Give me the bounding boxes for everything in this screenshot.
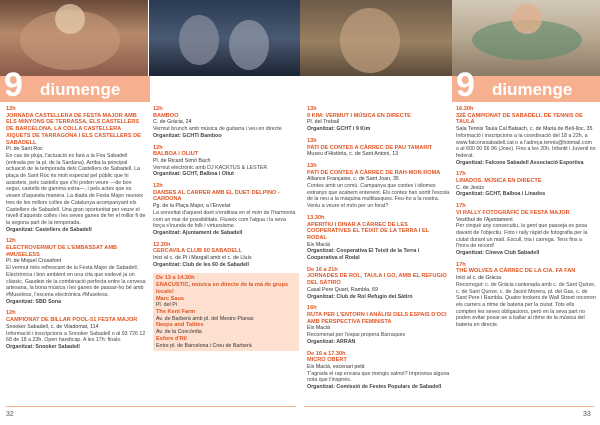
band-place: Entre pl. de Barcelona i Creu de Barberà (156, 342, 252, 349)
event-place: Alliance Française, c. de Sant Joan, 35 (307, 176, 399, 183)
event-org: Organitzat: Comissió de Festes Populars de Sabadell (307, 384, 442, 391)
concert-photo (149, 0, 300, 76)
day-number: 9 (456, 66, 475, 104)
event-time: 12h (153, 183, 163, 190)
event-time: 12.30h (153, 241, 171, 248)
event-title: DANSES AL CARRER AMB EL DUET DELPINO - CARDONA (153, 189, 280, 203)
event-item (307, 106, 450, 133)
page-number-right: 33 (583, 411, 591, 418)
event-item (153, 183, 299, 237)
event-desc: La sonoritat d'aquest duet s'endinsa en el món de l'harmonia com un mar de possibilitats. Fluxeix com l'aigua i la seva força s'inunda de folk i virtuosisme. (153, 209, 296, 230)
event-item (307, 215, 450, 262)
event-org: Organitzat: SBD Sona (6, 298, 62, 305)
event-desc: El vermut més refrescant de la Festa Major de Sabadell. Electrònica i bon ambient en una cita que esdevé ja un clàssic. Gaudeix de la combinació perfecta entre la cervesa artesana, la bona música i les ganes de passar-ho bé amb #Museless, l'escena electrònica #Museless. (6, 265, 146, 298)
band-place: Av. de Barberà amb pl. del Mestre Planas (156, 315, 254, 322)
band-place: Pl. del Pi (156, 302, 177, 309)
event-title: CERCAVILA CLUB 60 SABADELL (153, 248, 242, 255)
event-org: Organitzat: Club de Rol Refugio del Sàtiro (307, 293, 413, 300)
event-item (6, 238, 146, 305)
event-place: Pl. del Treball (307, 119, 340, 126)
event-time: 12h (6, 310, 16, 317)
event-title: BALBOA I OLIUT (153, 151, 199, 158)
event-desc: Informació i inscripcions a la coordinació del 18 a 22h, a www.falconssabadell.cat o a l'adreça tennis@hotmail.com o al 600 00 56 96 (Jose). Fins a les 20h. Infantil i Juvenil no federat. (456, 132, 596, 159)
event-title: PATI DE CONTES A CÀRREC DE RAH-MON ROMA (307, 169, 441, 176)
day-banner-right (452, 66, 600, 104)
event-time: De 16 a 17.30h (307, 350, 346, 357)
event-desc: Per cinquè any consecutiu, la gent que passeja es posa davant de l'objectiu. Foto i rally ràpid de fotografia per la ciutat durant un matí. Escull, tria i carrega. Tens fins a l'hora de record! (456, 223, 588, 250)
event-place: Vestíbul de l'Ajuntament (456, 216, 513, 223)
event-desc: Informació i inscripcions a Snooker Sabadell o al 93 726 12 68 de 18 a 23h. Open handicap. A les 17h: finals. (6, 330, 146, 344)
event-org: Organitzat: Castellers de Sabadell (6, 226, 92, 233)
event-title: PATI DE CONTES A CÀRREC DE PAU TAMARIT (307, 144, 433, 151)
event-title: THE WOLVES A CÀRREC DE LA CIA. FA FAN (456, 268, 576, 275)
event-column-3 (307, 106, 450, 396)
event-place: Snooker Sabadell, c. de Viladomat, 114 (6, 323, 99, 330)
band-name: Neeps and Tatties (156, 322, 204, 329)
storytelling-photo (300, 0, 452, 76)
band-place: Av. de la Concòrdia (156, 329, 202, 336)
event-time: 16.30h (456, 106, 474, 112)
event-org: Organitzat: Cooperativa El Teixit de la Terra i Cooperativa el Rodal (307, 248, 420, 262)
day-banner-left (0, 66, 150, 104)
event-desc: Vermut brunch amb música de guitarra i veu en directe (153, 126, 282, 133)
event-org: Organitzat: Ajuntament de Sabadell (153, 229, 243, 236)
event-place: Eix Macià (307, 325, 330, 332)
event-desc: En cas de pluja, l'actuació es farà a la Fira Sabadell (entrada per la pl. de la Sardana). Arriba la principal actuació de la temporada dels Castellers de Sabadell. La plaça de Sant Roc és molt especial pel públic que hi assisteix, pels castells que s'hi poden veure —de bon segur, castells de gamma extra—, i pels actes que es veuen d'aquesta manera. La diada de Festa Major reuneix tres de les millors colles de Catalunya acompanyant els Castellers de Sabadell. Una gran oportunitat per veure el nivell d'aquests colles i les seves ganes de fer el millor fi de la segona part de la temporada. (6, 152, 146, 226)
event-time: 17h (456, 203, 466, 210)
event-item (6, 310, 146, 350)
event-place: Pg. de la Plaça Major, a l'Envelat (153, 203, 231, 210)
event-time: 16h (307, 305, 317, 312)
event-title: 9 KIM: VERMUT I MÚSICA EN DIRECTE (307, 112, 411, 119)
event-org: Organitzat: GCHT, Balboa i Oliut (153, 171, 234, 178)
event-title: 32È CAMPIONAT DE SABADELL DE TENNIS DE TAULA (456, 112, 583, 126)
event-org: Organitzat: GCHT i 9 Kim (307, 126, 371, 133)
event-item (307, 351, 450, 391)
day-name: diumenge (40, 80, 121, 99)
event-place: Pl. de Ricard Simó Bach (153, 157, 211, 164)
event-item (307, 305, 450, 345)
event-time: 13h (307, 162, 317, 169)
event-place: Inici al c. de Gràcia (456, 275, 502, 282)
event-title: APERITIU I DINAR A CÀRREC DE LES COOPERATIVES EL TEIXIT DE LA TERRA I EL RODAL (307, 221, 430, 241)
table-tennis-photo (452, 0, 600, 76)
event-item (153, 106, 299, 140)
photo-strip (0, 0, 600, 76)
event-title: MICRO OBERT (307, 357, 347, 364)
event-place: Pl. de Sant Roc (6, 146, 43, 153)
event-item (456, 262, 596, 329)
band-name: Marc Saus (156, 295, 184, 302)
event-org: Organitzat: Snooker Sabadell (6, 343, 80, 350)
footer-rule (304, 406, 594, 407)
event-place: Sala Tennis Taula Cal Balsach, c. de Maria de Bell-lloc, 35 (456, 126, 593, 133)
event-title: JORNADES DE ROL, TAULA I GO, AMB EL REFUGIO DEL SÀTIRO (307, 273, 447, 287)
event-item (456, 171, 596, 198)
event-title: BAMBOO (153, 112, 179, 119)
event-desc: Recomenat per l'espai propera Barraques (307, 332, 406, 339)
event-time: 17h (456, 261, 466, 268)
footer-rule (6, 406, 296, 407)
event-time: De 16 a 21h (307, 266, 338, 273)
day-name: diumenge (492, 80, 573, 99)
event-org: Organitzat: ARRAN (307, 338, 356, 345)
event-item (456, 203, 596, 257)
event-title: ENACUSTIC, música en directe de la mà de grups locals! (156, 282, 289, 295)
event-place: Eix Macià, escenari petit (307, 363, 365, 370)
event-time: 12h (6, 238, 16, 245)
highlight-box (153, 273, 299, 351)
event-desc: Recorregut: c. de Gràcia cantonada amb c. de Sant Quirze, c. de Sant Quirze, c. de Jacint Morera, pl. del Gas, c. de Sant Pere i Rambla. Quatre brokers de Wall Street recorren els carrers a ritme de bateria per la ciutat. Tots ells compten les seves obligacions, però en la seva part no poden evitar posar-se a ballar al ritme de la música del bateria en directe. (456, 281, 596, 329)
event-place: C. de Gràcia, 24 (153, 119, 192, 126)
band-name: The Kent Farm (156, 308, 196, 315)
event-desc: Vermut electrònic amb DJ KACKTUS & LESTER (153, 164, 268, 171)
event-item (307, 138, 450, 158)
event-title: ELECTROVERMUT DE L'EMBASSAT AMB #MUSELESS (6, 245, 118, 258)
event-place: Pl. de Miquel Crusafont (6, 258, 62, 265)
band-name: Esfore d'Ril (156, 335, 187, 342)
event-time: 13h (307, 137, 317, 144)
event-item (307, 267, 450, 301)
event-org: Organitzat: Club de les 60 de Sabadell (153, 261, 249, 268)
event-place: Casal Pere Quart, Rambla, 69 (307, 286, 378, 293)
event-desc: Contes amb un comú. Campanya que contes i idiomes estranys que acabem entenent. Els contes han sortit l'escola de la neu a la màquina multitasques. Feu-ho a la nostra. Veniu a veure el món per un forat? (307, 183, 450, 210)
event-org: Organitzat: Cineva Club Sabadell (456, 250, 540, 257)
event-item (6, 106, 146, 233)
event-org: Organitzat: Falcons Sabadell Associació Esportiva (456, 159, 584, 166)
castellers-photo (0, 0, 148, 76)
event-time: 13.30h (307, 214, 325, 221)
event-title: JORNADA CASTELLERA DE FESTA MAJOR AMB ELS MINYONS DE TERRASSA, ELS CASTELLERS DE BARCELONA, LA COLLA CASTELLERA XIQUETS DE TARRAGONA I ELS CASTELLERS DE SABADELL (6, 112, 141, 146)
event-time: 12h (6, 106, 16, 112)
event-item (456, 106, 596, 166)
event-place: Museu d'Història, c. de Sant Antoni, 13 (307, 151, 399, 158)
event-column-4 (456, 106, 596, 334)
day-number: 9 (4, 66, 23, 104)
event-column-2 (153, 106, 299, 356)
event-time: 12h (153, 106, 163, 112)
event-place: Inici al c. de Pi i Margall amb el c. de Lluís (153, 255, 252, 262)
event-place: Eix Macià (307, 241, 330, 248)
event-time: 17h (456, 171, 466, 178)
event-item (153, 242, 299, 269)
event-title: VI RALLY FOTOGRÀFIC DE FESTA MAJOR (456, 209, 570, 216)
event-time: De 13 a 14.30h (156, 275, 195, 282)
event-title: CAMPIONAT DE BILLAR POOL-51 FESTA MAJOR (6, 317, 138, 324)
event-item (153, 145, 299, 179)
event-desc: T'agrada el rap encara que mengis salmó? Improvisa alguna nota que t'inspirés. (307, 370, 450, 384)
event-title: RUTA PER L'ENTORN I ANÀLISI DELS ESPAIS D'OCI AMB PERSPECTIVA FEMINISTA (307, 311, 447, 325)
event-item (307, 163, 450, 210)
event-org: Organitzat: GCHTI Bamboo (153, 132, 222, 139)
event-place: C. de Jesús (456, 184, 484, 191)
event-column-1 (6, 106, 146, 356)
event-title: LINADOS. MÚSICA EN DIRECTE (456, 178, 542, 185)
page-number-left: 32 (6, 411, 14, 418)
event-time: 12h (153, 144, 163, 151)
event-org: Organitzat: GCHT, Balboa i Linados (456, 191, 546, 198)
event-time: 13h (307, 106, 317, 112)
